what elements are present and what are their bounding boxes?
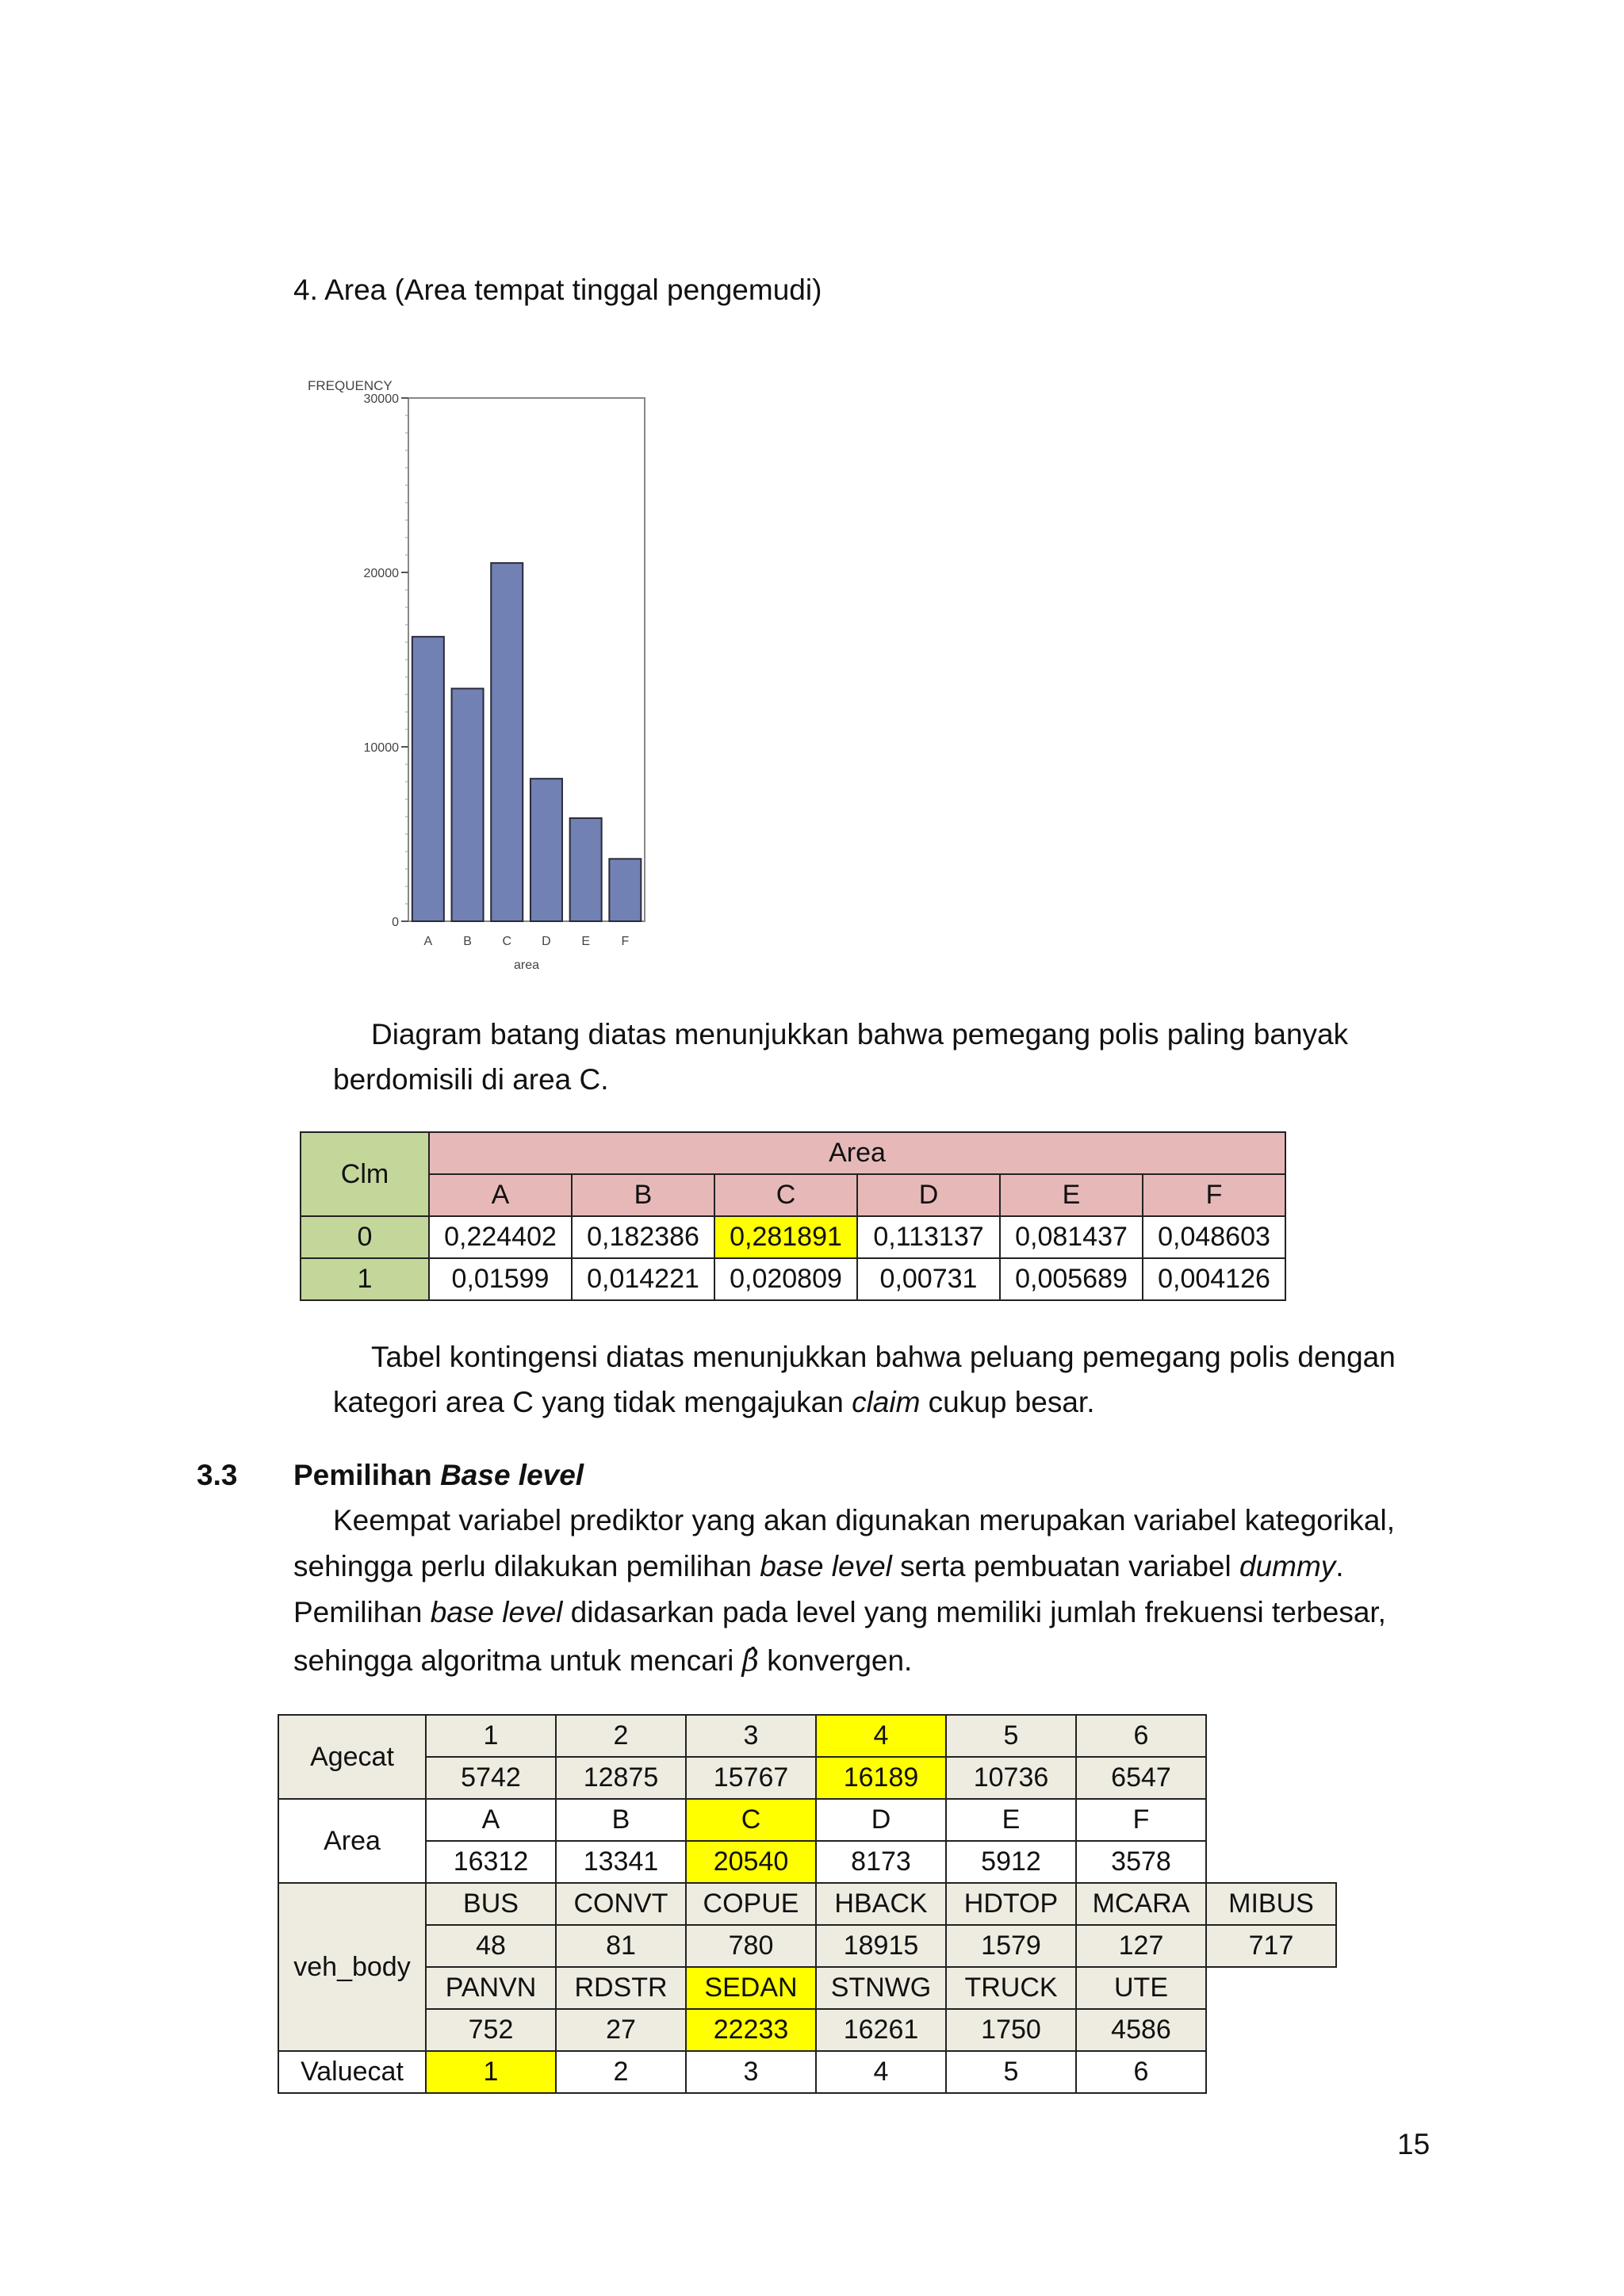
bar	[570, 818, 602, 921]
table-cell: 127	[1076, 1925, 1206, 1967]
bar	[530, 779, 562, 921]
table-cell: D	[816, 1799, 946, 1841]
col-header: B	[572, 1174, 714, 1216]
table-cell: 752	[426, 2009, 556, 2051]
table-cell: 0,182386	[572, 1216, 714, 1258]
section-title-emphasis: Base level	[440, 1459, 584, 1491]
table-row	[301, 1258, 1285, 1300]
y-tick-label: 10000	[363, 741, 399, 755]
y-tick-label: 20000	[363, 567, 399, 580]
table-row	[278, 1715, 1336, 1757]
col-header: E	[1000, 1174, 1143, 1216]
table-cell: 0,224402	[429, 1216, 572, 1258]
para2-text: kategori area C yang tidak mengajukan	[333, 1386, 852, 1418]
table-row	[278, 1757, 1336, 1799]
table-cell: 15767	[686, 1757, 816, 1799]
para3-emphasis: base level	[760, 1550, 892, 1582]
empty-cell	[1206, 1841, 1336, 1883]
para3-line2	[293, 1544, 1344, 1590]
table-row	[278, 1883, 1336, 1925]
table-cell: STNWG	[816, 1967, 946, 2009]
table-cell: 8173	[816, 1841, 946, 1883]
x-tick-label: A	[423, 935, 433, 948]
area-label: Area	[278, 1799, 426, 1883]
table-cell: 18915	[816, 1925, 946, 1967]
table-cell: TRUCK	[946, 1967, 1076, 2009]
row-label: 1	[301, 1258, 429, 1300]
table-cell: 27	[556, 2009, 686, 2051]
table-cell: 6	[1076, 1715, 1206, 1757]
table-cell: 2	[556, 1715, 686, 1757]
para3-line4	[293, 1638, 912, 1684]
table-cell: 0,00731	[857, 1258, 1000, 1300]
table-cell: 0,005689	[1000, 1258, 1143, 1300]
x-tick-label: C	[502, 935, 512, 948]
para2-emphasis: claim	[852, 1386, 921, 1418]
para2-text: cukup besar.	[920, 1386, 1095, 1418]
table-cell: HDTOP	[946, 1883, 1076, 1925]
table-cell: F	[1076, 1799, 1206, 1841]
para1-line2: berdomisili di area C.	[333, 1063, 609, 1096]
col-header: A	[429, 1174, 572, 1216]
y-tick-label: 30000	[363, 392, 399, 406]
table-cell: 3	[686, 2051, 816, 2093]
x-tick-label: F	[621, 935, 630, 948]
table-cell: 12875	[556, 1757, 686, 1799]
table-cell: 81	[556, 1925, 686, 1967]
empty-cell	[1206, 1967, 1336, 2009]
para3-text: konvergen.	[758, 1644, 913, 1677]
table-cell: MIBUS	[1206, 1883, 1336, 1925]
agecat-label: Agecat	[278, 1715, 426, 1799]
section-title-text: Pemilihan	[293, 1459, 441, 1491]
table-cell: 780	[686, 1925, 816, 1967]
table-cell-highlight: C	[686, 1799, 816, 1841]
empty-cell	[1206, 1799, 1336, 1841]
table-row	[278, 2051, 1336, 2093]
table-cell: 6	[1076, 2051, 1206, 2093]
table-cell: 5912	[946, 1841, 1076, 1883]
table-cell: 0,004126	[1143, 1258, 1285, 1300]
col-header: F	[1143, 1174, 1285, 1216]
veh-body-label: veh_body	[278, 1883, 426, 2051]
x-tick-label: D	[542, 935, 551, 948]
table-cell-highlight: 20540	[686, 1841, 816, 1883]
table-row	[278, 1967, 1336, 2009]
table-cell: 10736	[946, 1757, 1076, 1799]
table-cell: 0,020809	[714, 1258, 857, 1300]
table-cell-highlight: 22233	[686, 2009, 816, 2051]
empty-cell	[1206, 2051, 1336, 2093]
page-number: 15	[1397, 2128, 1431, 2160]
beta-hat-symbol: β̂	[741, 1644, 759, 1678]
table-cell: 0,048603	[1143, 1216, 1285, 1258]
empty-cell	[1206, 1715, 1336, 1757]
table-cell: 6547	[1076, 1757, 1206, 1799]
table-cell: 1	[426, 1715, 556, 1757]
bar	[412, 637, 444, 921]
x-tick-label: B	[463, 935, 472, 948]
para3-text: serta pembuatan variabel	[891, 1550, 1239, 1582]
y-tick-label: 0	[392, 916, 399, 929]
bar	[609, 859, 641, 921]
table-cell: CONVT	[556, 1883, 686, 1925]
table-cell: B	[556, 1799, 686, 1841]
table-cell: 0,081437	[1000, 1216, 1143, 1258]
table-cell: RDSTR	[556, 1967, 686, 2009]
table-cell: 1750	[946, 2009, 1076, 2051]
table-cell: COPUE	[686, 1883, 816, 1925]
table-cell: 3	[686, 1715, 816, 1757]
table-cell-highlight: 4	[816, 1715, 946, 1757]
x-tick-label: E	[581, 935, 590, 948]
table-cell: E	[946, 1799, 1076, 1841]
para3-text: Pemilihan	[293, 1596, 431, 1628]
table-cell: 0,01599	[429, 1258, 572, 1300]
table-cell: 717	[1206, 1925, 1336, 1967]
para3-text: sehingga algoritma untuk mencari	[293, 1644, 742, 1677]
bar	[491, 563, 523, 921]
area-frequency-bar-chart	[293, 373, 674, 983]
para3-text: didasarkan pada level yang memiliki jumlah frekuensi terbesar,	[562, 1596, 1386, 1628]
table-cell: 5	[946, 1715, 1076, 1757]
table-cell: BUS	[426, 1883, 556, 1925]
para3-line3	[293, 1590, 1386, 1636]
table-cell: 4	[816, 2051, 946, 2093]
table-cell-highlight: SEDAN	[686, 1967, 816, 2009]
para3-line1: Keempat variabel prediktor yang akan digunakan merupakan variabel kategorikal,	[333, 1504, 1395, 1536]
table-cell-highlight: 1	[426, 2051, 556, 2093]
para3-emphasis: base level	[430, 1596, 563, 1628]
base-level-table	[278, 1714, 1337, 2094]
row-label: 0	[301, 1216, 429, 1258]
table-cell: 16261	[816, 2009, 946, 2051]
col-header: C	[714, 1174, 857, 1216]
table-cell: UTE	[1076, 1967, 1206, 2009]
table-cell: MCARA	[1076, 1883, 1206, 1925]
section-number: 3.3	[197, 1459, 238, 1491]
col-header: D	[857, 1174, 1000, 1216]
contingency-table	[300, 1131, 1286, 1301]
empty-cell	[1206, 2009, 1336, 2051]
clm-header: Clm	[301, 1132, 429, 1216]
table-cell: 5	[946, 2051, 1076, 2093]
table-cell: PANVN	[426, 1967, 556, 2009]
table-cell: 48	[426, 1925, 556, 1967]
table-cell: A	[426, 1799, 556, 1841]
table-cell: 0,014221	[572, 1258, 714, 1300]
para2-line1: Tabel kontingensi diatas menunjukkan bahwa peluang pemegang polis dengan	[371, 1341, 1396, 1373]
table-row	[278, 1841, 1336, 1883]
table-row	[301, 1216, 1285, 1258]
table-cell: 5742	[426, 1757, 556, 1799]
section-title	[293, 1452, 584, 1498]
bar	[452, 688, 484, 921]
table-cell-highlight: 0,281891	[714, 1216, 857, 1258]
table-row	[278, 1925, 1336, 1967]
table-cell: 13341	[556, 1841, 686, 1883]
para3-text: .	[1335, 1550, 1344, 1582]
table-cell: 3578	[1076, 1841, 1206, 1883]
para2-line2	[333, 1380, 1095, 1425]
x-axis-label: area	[513, 959, 540, 972]
table-cell-highlight: 16189	[816, 1757, 946, 1799]
table-row	[278, 1799, 1336, 1841]
y-axis-label: FREQUENCY	[308, 378, 393, 393]
empty-cell	[1206, 1757, 1336, 1799]
valuecat-label: Valuecat	[278, 2051, 426, 2093]
para3-emphasis: dummy	[1239, 1550, 1336, 1582]
table-cell: 4586	[1076, 2009, 1206, 2051]
item-heading: 4. Area (Area tempat tinggal pengemudi)	[293, 274, 822, 306]
table-cell: 16312	[426, 1841, 556, 1883]
table-row	[278, 2009, 1336, 2051]
area-group-header: Area	[429, 1132, 1285, 1174]
table-cell: HBACK	[816, 1883, 946, 1925]
table-cell: 0,113137	[857, 1216, 1000, 1258]
table-cell: 1579	[946, 1925, 1076, 1967]
table-cell: 2	[556, 2051, 686, 2093]
para1-line1: Diagram batang diatas menunjukkan bahwa pemegang polis paling banyak	[371, 1018, 1349, 1050]
para3-text: sehingga perlu dilakukan pemilihan	[293, 1550, 760, 1582]
